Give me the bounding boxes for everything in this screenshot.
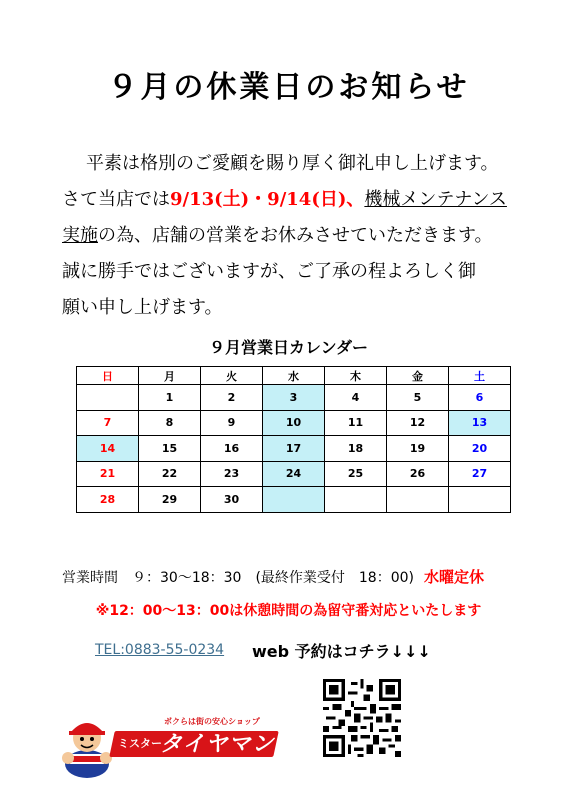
calendar-day-cell: 26 <box>387 461 449 487</box>
calendar-day-cell: 13 <box>449 410 511 436</box>
hours-text: 営業時間 ９：30～18：30 (最終作業受付 18：00) <box>62 570 414 586</box>
calendar-day-cell: 9 <box>201 410 263 436</box>
calendar-day-cell <box>77 385 139 411</box>
phone-link[interactable]: TEL:0883-55-0234 <box>95 642 225 658</box>
weekday-header: 木 <box>325 367 387 385</box>
weekday-header: 火 <box>201 367 263 385</box>
calendar-day-cell: 3 <box>263 385 325 411</box>
calendar-day-cell: 11 <box>325 410 387 436</box>
brand-small-text: ミスター <box>118 737 162 750</box>
calendar-title: ９月営業日カレンダー <box>209 338 368 357</box>
calendar-day-cell <box>449 487 511 513</box>
calendar-day-cell <box>325 487 387 513</box>
weekday-header: 月 <box>139 367 201 385</box>
calendar-day-cell: 10 <box>263 410 325 436</box>
calendar-day-cell: 22 <box>139 461 201 487</box>
body-line-1-text: 平素は格別のご愛顧を賜り厚く御礼申し上げます。 <box>86 153 499 174</box>
calendar-day-cell: 12 <box>387 410 449 436</box>
weekday-header: 日 <box>77 367 139 385</box>
calendar-week-row <box>77 410 511 436</box>
calendar-day-cell: 6 <box>449 385 511 411</box>
calendar-week-row <box>77 436 511 462</box>
maintenance-text: 機械メンテナンス <box>364 189 507 210</box>
calendar-day-cell: 30 <box>201 487 263 513</box>
weekday-header: 金 <box>387 367 449 385</box>
calendar-day-cell: 24 <box>263 461 325 487</box>
calendar-day-cell: 2 <box>201 385 263 411</box>
calendar-week-row <box>77 487 511 513</box>
calendar-day-cell: 8 <box>139 410 201 436</box>
calendar-header-row <box>77 367 511 385</box>
calendar-day-cell: 17 <box>263 436 325 462</box>
body-line-2-pre: さて当店では <box>62 189 170 210</box>
calendar-day-cell: 7 <box>77 410 139 436</box>
maintenance-text-cont: 実施 <box>62 225 98 246</box>
business-calendar <box>76 366 511 513</box>
web-reservation-label: web 予約はコチラ↓↓↓ <box>252 642 431 661</box>
body-line-5: 願い申し上げます。 <box>62 297 223 318</box>
calendar-day-cell: 19 <box>387 436 449 462</box>
business-hours <box>62 566 484 587</box>
body-line-1 <box>62 146 562 182</box>
qr-code-icon[interactable] <box>323 679 401 757</box>
company-logo <box>60 714 280 782</box>
mascot-icon <box>60 714 114 780</box>
weekday-header: 土 <box>449 367 511 385</box>
calendar-day-cell: 27 <box>449 461 511 487</box>
brand-name: タイヤマン <box>160 732 275 757</box>
calendar-day-cell: 18 <box>325 436 387 462</box>
calendar-day-cell: 29 <box>139 487 201 513</box>
calendar-day-cell: 23 <box>201 461 263 487</box>
calendar-day-cell: 14 <box>77 436 139 462</box>
calendar-day-cell: 20 <box>449 436 511 462</box>
calendar-day-cell: 28 <box>77 487 139 513</box>
regular-holiday: 水曜定休 <box>424 568 485 586</box>
body-line-4: 誠に勝手ではございますが、ご了承の程よろしく御 <box>62 261 476 282</box>
calendar-day-cell <box>387 487 449 513</box>
calendar-week-row <box>77 385 511 411</box>
calendar-day-cell: 5 <box>387 385 449 411</box>
closure-dates: 9/13(土)・9/14(日)、 <box>170 189 365 210</box>
calendar-day-cell: 1 <box>139 385 201 411</box>
page-title: ９月の休業日のお知らせ <box>107 70 470 105</box>
body-line-3-rest: の為、店舗の営業をお休みさせていただきます。 <box>98 225 493 246</box>
body-line-2 <box>62 182 562 218</box>
calendar-day-cell: 25 <box>325 461 387 487</box>
calendar-day-cell <box>263 487 325 513</box>
body-line-3 <box>62 218 562 254</box>
calendar-day-cell: 15 <box>139 436 201 462</box>
logo-tagline: ボクらは街の安心ショップ <box>164 717 260 726</box>
calendar-day-cell: 21 <box>77 461 139 487</box>
calendar-day-cell: 16 <box>201 436 263 462</box>
weekday-header: 水 <box>263 367 325 385</box>
calendar-day-cell: 4 <box>325 385 387 411</box>
announcement-body <box>62 146 562 326</box>
calendar-week-row <box>77 461 511 487</box>
break-notice: ※12：00～13：00は休憩時間の為留守番対応といたします <box>95 603 482 619</box>
